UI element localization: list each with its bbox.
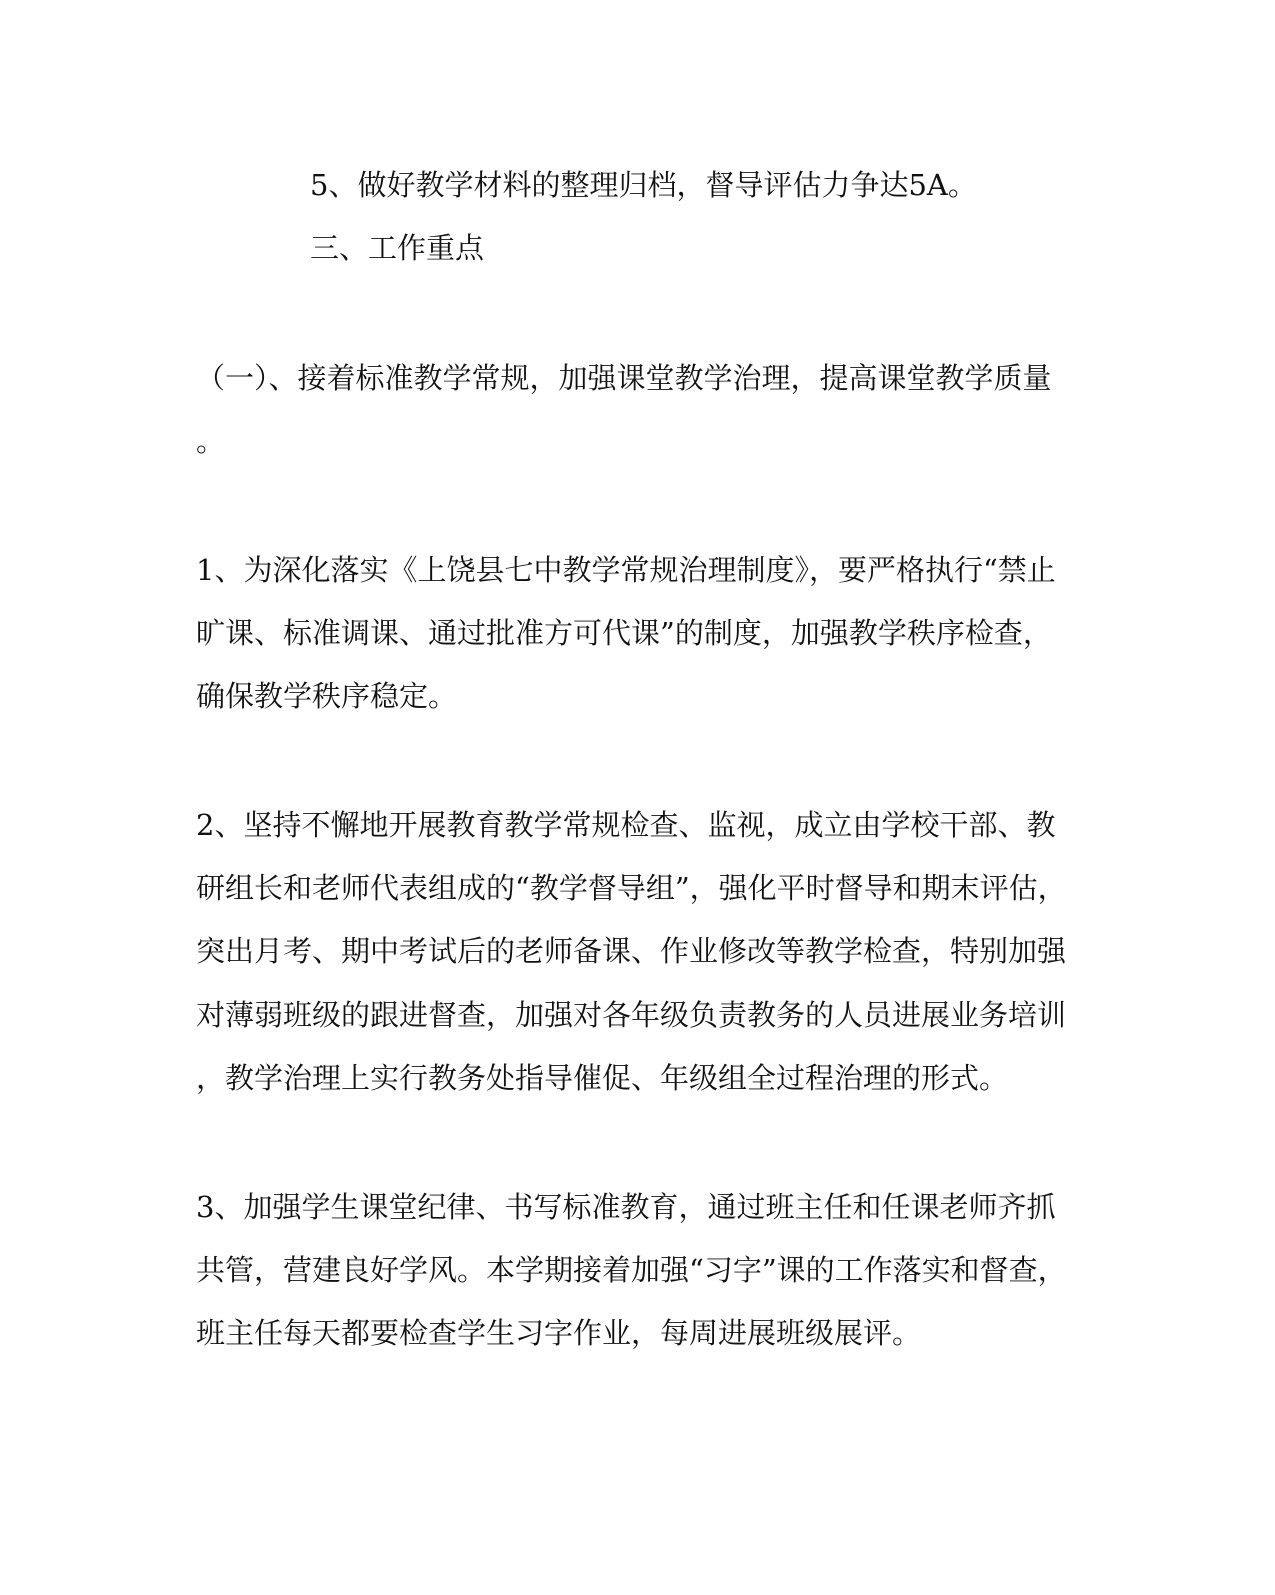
paragraph-line: 。 bbox=[196, 424, 226, 458]
paragraph-line: 3、加强学生课堂纪律、书写标准教育，通过班主任和任课老师齐抓 bbox=[196, 1190, 1056, 1224]
paragraph-line: 班主任每天都要检查学生习字作业，每周进展班级展评。 bbox=[196, 1316, 922, 1350]
section-heading: 三、工作重点 bbox=[310, 231, 485, 265]
paragraph-line: 研组长和老师代表组成的“教学督导组”，强化平时督导和期末评估， bbox=[196, 871, 1067, 905]
paragraph-line: 旷课、标准调课、通过批准方可代课”的制度，加强教学秩序检查， bbox=[196, 616, 1052, 650]
paragraph-line: 确保教学秩序稳定。 bbox=[196, 679, 458, 713]
paragraph-line: 突出月考、期中考试后的老师备课、作业修改等教学检查，特别加强 bbox=[196, 934, 1067, 968]
paragraph-line: ，教学治理上实行教务处指导催促、年级组全过程治理的形式。 bbox=[196, 1061, 1009, 1095]
paragraph-line: 对薄弱班级的跟进督查，加强对各年级负责教务的人员进展业务培训 bbox=[196, 998, 1067, 1032]
paragraph-line: （一）、接着标准教学常规，加强课堂教学治理，提高课堂教学质量 bbox=[196, 361, 1052, 395]
item-5-text: 5、做好教学材料的整理归档，督导评估力争达5A。 bbox=[310, 168, 977, 202]
paragraph-line: 1、为深化落实《上饶县七中教学常规治理制度》，要严格执行“禁止 bbox=[196, 553, 1056, 587]
paragraph-line: 共管，营建良好学风。本学期接着加强“习字”课的工作落实和督查， bbox=[196, 1253, 1067, 1287]
paragraph-line: 2、坚持不懈地开展教育教学常规检查、监视，成立由学校干部、教 bbox=[196, 808, 1056, 842]
